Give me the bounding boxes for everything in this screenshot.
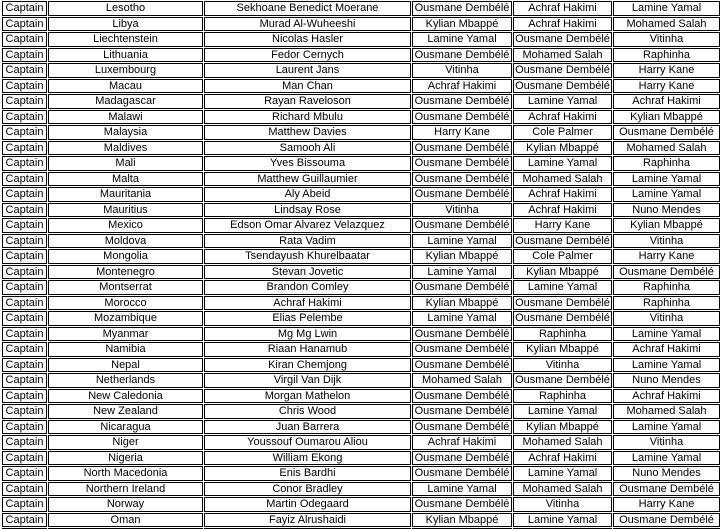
cell-country[interactable]: Norway xyxy=(48,497,203,512)
cell-pick-2[interactable]: Lamine Yamal xyxy=(513,94,612,109)
cell-pick-3[interactable]: Nuno Mendes xyxy=(613,466,720,481)
cell-captain-name[interactable]: Kiran Chemjong xyxy=(204,358,411,373)
cell-role[interactable]: Captain xyxy=(2,513,47,528)
cell-captain-name[interactable]: Man Chan xyxy=(204,79,411,94)
cell-role[interactable]: Captain xyxy=(2,358,47,373)
cell-pick-3[interactable]: Nuno Mendes xyxy=(613,203,720,218)
cell-pick-3[interactable]: Vitinha xyxy=(613,435,720,450)
cell-pick-2[interactable]: Achraf Hakimi xyxy=(513,203,612,218)
cell-pick-3[interactable]: Vitinha xyxy=(613,311,720,326)
cell-pick-3[interactable]: Lamine Yamal xyxy=(613,420,720,435)
cell-pick-1[interactable]: Ousmane Dembélé xyxy=(412,141,512,156)
cell-country[interactable]: New Zealand xyxy=(48,404,203,419)
cell-role[interactable]: Captain xyxy=(2,280,47,295)
cell-country[interactable]: Oman xyxy=(48,513,203,528)
cell-pick-3[interactable]: Achraf Hakimi xyxy=(613,94,720,109)
cell-country[interactable]: Malawi xyxy=(48,110,203,125)
cell-country[interactable]: Luxembourg xyxy=(48,63,203,78)
cell-captain-name[interactable]: Virgil Van Dijk xyxy=(204,373,411,388)
cell-captain-name[interactable]: Edson Omar Alvarez Velazquez xyxy=(204,218,411,233)
cell-role[interactable]: Captain xyxy=(2,497,47,512)
cell-country[interactable]: Libya xyxy=(48,17,203,32)
cell-pick-2[interactable]: Cole Palmer xyxy=(513,125,612,140)
cell-pick-3[interactable]: Mohamed Salah xyxy=(613,404,720,419)
cell-pick-1[interactable]: Achraf Hakimi xyxy=(412,435,512,450)
cell-role[interactable]: Captain xyxy=(2,94,47,109)
cell-captain-name[interactable]: Lindsay Rose xyxy=(204,203,411,218)
cell-pick-2[interactable]: Kylian Mbappé xyxy=(513,265,612,280)
cell-pick-2[interactable]: Ousmane Dembélé xyxy=(513,234,612,249)
cell-pick-1[interactable]: Kylian Mbappé xyxy=(412,249,512,264)
cell-captain-name[interactable]: Riaan Hanamub xyxy=(204,342,411,357)
cell-pick-3[interactable]: Raphinha xyxy=(613,296,720,311)
cell-pick-3[interactable]: Raphinha xyxy=(613,156,720,171)
cell-country[interactable]: Netherlands xyxy=(48,373,203,388)
cell-pick-2[interactable]: Lamine Yamal xyxy=(513,513,612,528)
cell-role[interactable]: Captain xyxy=(2,342,47,357)
cell-pick-1[interactable]: Kylian Mbappé xyxy=(412,296,512,311)
cell-pick-1[interactable]: Lamine Yamal xyxy=(412,32,512,47)
cell-captain-name[interactable]: Aly Abeid xyxy=(204,187,411,202)
cell-captain-name[interactable]: William Ekong xyxy=(204,451,411,466)
cell-pick-3[interactable]: Mohamed Salah xyxy=(613,141,720,156)
cell-pick-2[interactable]: Achraf Hakimi xyxy=(513,1,612,16)
cell-pick-1[interactable]: Ousmane Dembélé xyxy=(412,280,512,295)
cell-pick-2[interactable]: Lamine Yamal xyxy=(513,404,612,419)
cell-country[interactable]: Malaysia xyxy=(48,125,203,140)
cell-pick-2[interactable]: Lamine Yamal xyxy=(513,280,612,295)
cell-pick-1[interactable]: Ousmane Dembélé xyxy=(412,48,512,63)
cell-captain-name[interactable]: Richard Mbulu xyxy=(204,110,411,125)
cell-role[interactable]: Captain xyxy=(2,125,47,140)
cell-role[interactable]: Captain xyxy=(2,234,47,249)
cell-pick-1[interactable]: Ousmane Dembélé xyxy=(412,466,512,481)
cell-pick-1[interactable]: Ousmane Dembélé xyxy=(412,342,512,357)
cell-captain-name[interactable]: Brandon Comley xyxy=(204,280,411,295)
cell-pick-2[interactable]: Ousmane Dembélé xyxy=(513,373,612,388)
cell-captain-name[interactable]: Fedor Cernych xyxy=(204,48,411,63)
cell-pick-1[interactable]: Ousmane Dembélé xyxy=(412,218,512,233)
cell-pick-1[interactable]: Achraf Hakimi xyxy=(412,79,512,94)
cell-pick-3[interactable]: Ousmane Dembélé xyxy=(613,265,720,280)
cell-country[interactable]: Northern Ireland xyxy=(48,482,203,497)
cell-role[interactable]: Captain xyxy=(2,296,47,311)
cell-role[interactable]: Captain xyxy=(2,311,47,326)
cell-pick-3[interactable]: Ousmane Dembélé xyxy=(613,482,720,497)
cell-pick-3[interactable]: Lamine Yamal xyxy=(613,327,720,342)
cell-role[interactable]: Captain xyxy=(2,466,47,481)
cell-role[interactable]: Captain xyxy=(2,373,47,388)
cell-captain-name[interactable]: Chris Wood xyxy=(204,404,411,419)
cell-country[interactable]: Myanmar xyxy=(48,327,203,342)
cell-pick-2[interactable]: Achraf Hakimi xyxy=(513,110,612,125)
cell-captain-name[interactable]: Laurent Jans xyxy=(204,63,411,78)
cell-role[interactable]: Captain xyxy=(2,249,47,264)
cell-captain-name[interactable]: Stevan Jovetic xyxy=(204,265,411,280)
cell-country[interactable]: Maldives xyxy=(48,141,203,156)
cell-country[interactable]: Montserrat xyxy=(48,280,203,295)
cell-pick-2[interactable]: Ousmane Dembélé xyxy=(513,79,612,94)
cell-pick-1[interactable]: Ousmane Dembélé xyxy=(412,389,512,404)
cell-pick-2[interactable]: Achraf Hakimi xyxy=(513,187,612,202)
cell-pick-3[interactable]: Ousmane Dembélé xyxy=(613,513,720,528)
cell-pick-3[interactable]: Achraf Hakimi xyxy=(613,389,720,404)
cell-pick-2[interactable]: Mohamed Salah xyxy=(513,435,612,450)
cell-captain-name[interactable]: Mg Mg Lwin xyxy=(204,327,411,342)
cell-pick-3[interactable]: Achraf Hakimi xyxy=(613,342,720,357)
cell-captain-name[interactable]: Conor Bradley xyxy=(204,482,411,497)
cell-captain-name[interactable]: Matthew Davies xyxy=(204,125,411,140)
cell-pick-1[interactable]: Vitinha xyxy=(412,63,512,78)
cell-pick-1[interactable]: Ousmane Dembélé xyxy=(412,110,512,125)
cell-pick-1[interactable]: Vitinha xyxy=(412,203,512,218)
cell-role[interactable]: Captain xyxy=(2,265,47,280)
cell-pick-2[interactable]: Raphinha xyxy=(513,327,612,342)
cell-pick-2[interactable]: Ousmane Dembélé xyxy=(513,296,612,311)
cell-captain-name[interactable]: Rayan Raveloson xyxy=(204,94,411,109)
cell-pick-2[interactable]: Ousmane Dembélé xyxy=(513,32,612,47)
cell-pick-2[interactable]: Lamine Yamal xyxy=(513,156,612,171)
cell-country[interactable]: Mali xyxy=(48,156,203,171)
cell-pick-3[interactable]: Vitinha xyxy=(613,32,720,47)
cell-role[interactable]: Captain xyxy=(2,420,47,435)
cell-country[interactable]: Nicaragua xyxy=(48,420,203,435)
cell-role[interactable]: Captain xyxy=(2,172,47,187)
cell-captain-name[interactable]: Nicolas Hasler xyxy=(204,32,411,47)
cell-captain-name[interactable]: Sekhoane Benedict Moerane xyxy=(204,1,411,16)
cell-pick-2[interactable]: Kylian Mbappé xyxy=(513,420,612,435)
cell-pick-1[interactable]: Ousmane Dembélé xyxy=(412,358,512,373)
cell-pick-1[interactable]: Ousmane Dembélé xyxy=(412,404,512,419)
cell-pick-1[interactable]: Lamine Yamal xyxy=(412,311,512,326)
cell-captain-name[interactable]: Morgan Mathelon xyxy=(204,389,411,404)
cell-pick-1[interactable]: Kylian Mbappé xyxy=(412,17,512,32)
cell-pick-2[interactable]: Ousmane Dembélé xyxy=(513,311,612,326)
cell-role[interactable]: Captain xyxy=(2,17,47,32)
cell-captain-name[interactable]: Matthew Guillaumier xyxy=(204,172,411,187)
cell-pick-3[interactable]: Raphinha xyxy=(613,280,720,295)
cell-role[interactable]: Captain xyxy=(2,451,47,466)
cell-pick-3[interactable]: Mohamed Salah xyxy=(613,17,720,32)
cell-pick-3[interactable]: Lamine Yamal xyxy=(613,358,720,373)
cell-role[interactable]: Captain xyxy=(2,435,47,450)
cell-pick-1[interactable]: Kylian Mbappé xyxy=(412,513,512,528)
cell-country[interactable]: New Caledonia xyxy=(48,389,203,404)
cell-captain-name[interactable]: Achraf Hakimi xyxy=(204,296,411,311)
cell-pick-2[interactable]: Achraf Hakimi xyxy=(513,17,612,32)
cell-country[interactable]: Moldova xyxy=(48,234,203,249)
cell-pick-1[interactable]: Ousmane Dembélé xyxy=(412,327,512,342)
cell-pick-2[interactable]: Vitinha xyxy=(513,358,612,373)
cell-pick-1[interactable]: Lamine Yamal xyxy=(412,482,512,497)
cell-pick-1[interactable]: Ousmane Dembélé xyxy=(412,451,512,466)
cell-role[interactable]: Captain xyxy=(2,404,47,419)
cell-pick-2[interactable]: Mohamed Salah xyxy=(513,48,612,63)
cell-pick-1[interactable]: Ousmane Dembélé xyxy=(412,187,512,202)
cell-role[interactable]: Captain xyxy=(2,156,47,171)
cell-pick-3[interactable]: Lamine Yamal xyxy=(613,172,720,187)
cell-country[interactable]: Mexico xyxy=(48,218,203,233)
cell-pick-3[interactable]: Harry Kane xyxy=(613,497,720,512)
cell-pick-1[interactable]: Ousmane Dembélé xyxy=(412,420,512,435)
cell-captain-name[interactable]: Yves Bissouma xyxy=(204,156,411,171)
cell-captain-name[interactable]: Fayiz Alrushaidi xyxy=(204,513,411,528)
cell-pick-1[interactable]: Ousmane Dembélé xyxy=(412,172,512,187)
cell-pick-3[interactable]: Vitinha xyxy=(613,234,720,249)
cell-role[interactable]: Captain xyxy=(2,327,47,342)
cell-pick-3[interactable]: Ousmane Dembélé xyxy=(613,125,720,140)
cell-country[interactable]: Nigeria xyxy=(48,451,203,466)
cell-country[interactable]: Macau xyxy=(48,79,203,94)
cell-country[interactable]: Mozambique xyxy=(48,311,203,326)
cell-country[interactable]: Namibia xyxy=(48,342,203,357)
cell-role[interactable]: Captain xyxy=(2,482,47,497)
cell-country[interactable]: Mongolia xyxy=(48,249,203,264)
cell-country[interactable]: Liechtenstein xyxy=(48,32,203,47)
cell-pick-1[interactable]: Ousmane Dembélé xyxy=(412,156,512,171)
cell-pick-1[interactable]: Lamine Yamal xyxy=(412,265,512,280)
cell-pick-1[interactable]: Harry Kane xyxy=(412,125,512,140)
cell-pick-2[interactable]: Lamine Yamal xyxy=(513,466,612,481)
cell-captain-name[interactable]: Martin Odegaard xyxy=(204,497,411,512)
cell-pick-2[interactable]: Raphinha xyxy=(513,389,612,404)
cell-role[interactable]: Captain xyxy=(2,1,47,16)
cell-captain-name[interactable]: Elias Pelembe xyxy=(204,311,411,326)
cell-country[interactable]: Niger xyxy=(48,435,203,450)
cell-pick-1[interactable]: Ousmane Dembélé xyxy=(412,497,512,512)
cell-pick-2[interactable]: Cole Palmer xyxy=(513,249,612,264)
cell-country[interactable]: Mauritius xyxy=(48,203,203,218)
cell-pick-3[interactable]: Kylian Mbappé xyxy=(613,218,720,233)
cell-country[interactable]: Lithuania xyxy=(48,48,203,63)
cell-country[interactable]: Nepal xyxy=(48,358,203,373)
cell-role[interactable]: Captain xyxy=(2,141,47,156)
cell-pick-3[interactable]: Harry Kane xyxy=(613,79,720,94)
cell-role[interactable]: Captain xyxy=(2,79,47,94)
cell-country[interactable]: North Macedonia xyxy=(48,466,203,481)
cell-pick-3[interactable]: Raphinha xyxy=(613,48,720,63)
cell-role[interactable]: Captain xyxy=(2,187,47,202)
cell-pick-1[interactable]: Ousmane Dembélé xyxy=(412,94,512,109)
cell-pick-3[interactable]: Lamine Yamal xyxy=(613,187,720,202)
cell-pick-2[interactable]: Kylian Mbappé xyxy=(513,141,612,156)
cell-role[interactable]: Captain xyxy=(2,389,47,404)
cell-pick-2[interactable]: Mohamed Salah xyxy=(513,482,612,497)
cell-country[interactable]: Mauritania xyxy=(48,187,203,202)
cell-role[interactable]: Captain xyxy=(2,110,47,125)
cell-country[interactable]: Morocco xyxy=(48,296,203,311)
cell-role[interactable]: Captain xyxy=(2,203,47,218)
cell-captain-name[interactable]: Rata Vadim xyxy=(204,234,411,249)
cell-captain-name[interactable]: Samooh Ali xyxy=(204,141,411,156)
cell-pick-3[interactable]: Harry Kane xyxy=(613,63,720,78)
cell-pick-1[interactable]: Mohamed Salah xyxy=(412,373,512,388)
cell-pick-2[interactable]: Harry Kane xyxy=(513,218,612,233)
cell-pick-3[interactable]: Lamine Yamal xyxy=(613,1,720,16)
cell-role[interactable]: Captain xyxy=(2,32,47,47)
cell-pick-3[interactable]: Lamine Yamal xyxy=(613,451,720,466)
cell-captain-name[interactable]: Enis Bardhi xyxy=(204,466,411,481)
cell-captain-name[interactable]: Tsendayush Khurelbaatar xyxy=(204,249,411,264)
cell-captain-name[interactable]: Murad Al-Wuheeshi xyxy=(204,17,411,32)
cell-pick-1[interactable]: Ousmane Dembélé xyxy=(412,1,512,16)
cell-pick-2[interactable]: Ousmane Dembélé xyxy=(513,63,612,78)
cell-pick-3[interactable]: Kylian Mbappé xyxy=(613,110,720,125)
cell-pick-1[interactable]: Lamine Yamal xyxy=(412,234,512,249)
cell-pick-2[interactable]: Mohamed Salah xyxy=(513,172,612,187)
cell-role[interactable]: Captain xyxy=(2,63,47,78)
cell-pick-3[interactable]: Harry Kane xyxy=(613,249,720,264)
cell-pick-3[interactable]: Nuno Mendes xyxy=(613,373,720,388)
cell-role[interactable]: Captain xyxy=(2,48,47,63)
cell-country[interactable]: Montenegro xyxy=(48,265,203,280)
cell-country[interactable]: Lesotho xyxy=(48,1,203,16)
cell-pick-2[interactable]: Vitinha xyxy=(513,497,612,512)
cell-country[interactable]: Madagascar xyxy=(48,94,203,109)
captains-table xyxy=(2,1,720,529)
cell-role[interactable]: Captain xyxy=(2,218,47,233)
cell-pick-2[interactable]: Achraf Hakimi xyxy=(513,451,612,466)
cell-captain-name[interactable]: Juan Barrera xyxy=(204,420,411,435)
cell-country[interactable]: Malta xyxy=(48,172,203,187)
cell-pick-2[interactable]: Kylian Mbappé xyxy=(513,342,612,357)
cell-captain-name[interactable]: Youssouf Oumarou Aliou xyxy=(204,435,411,450)
